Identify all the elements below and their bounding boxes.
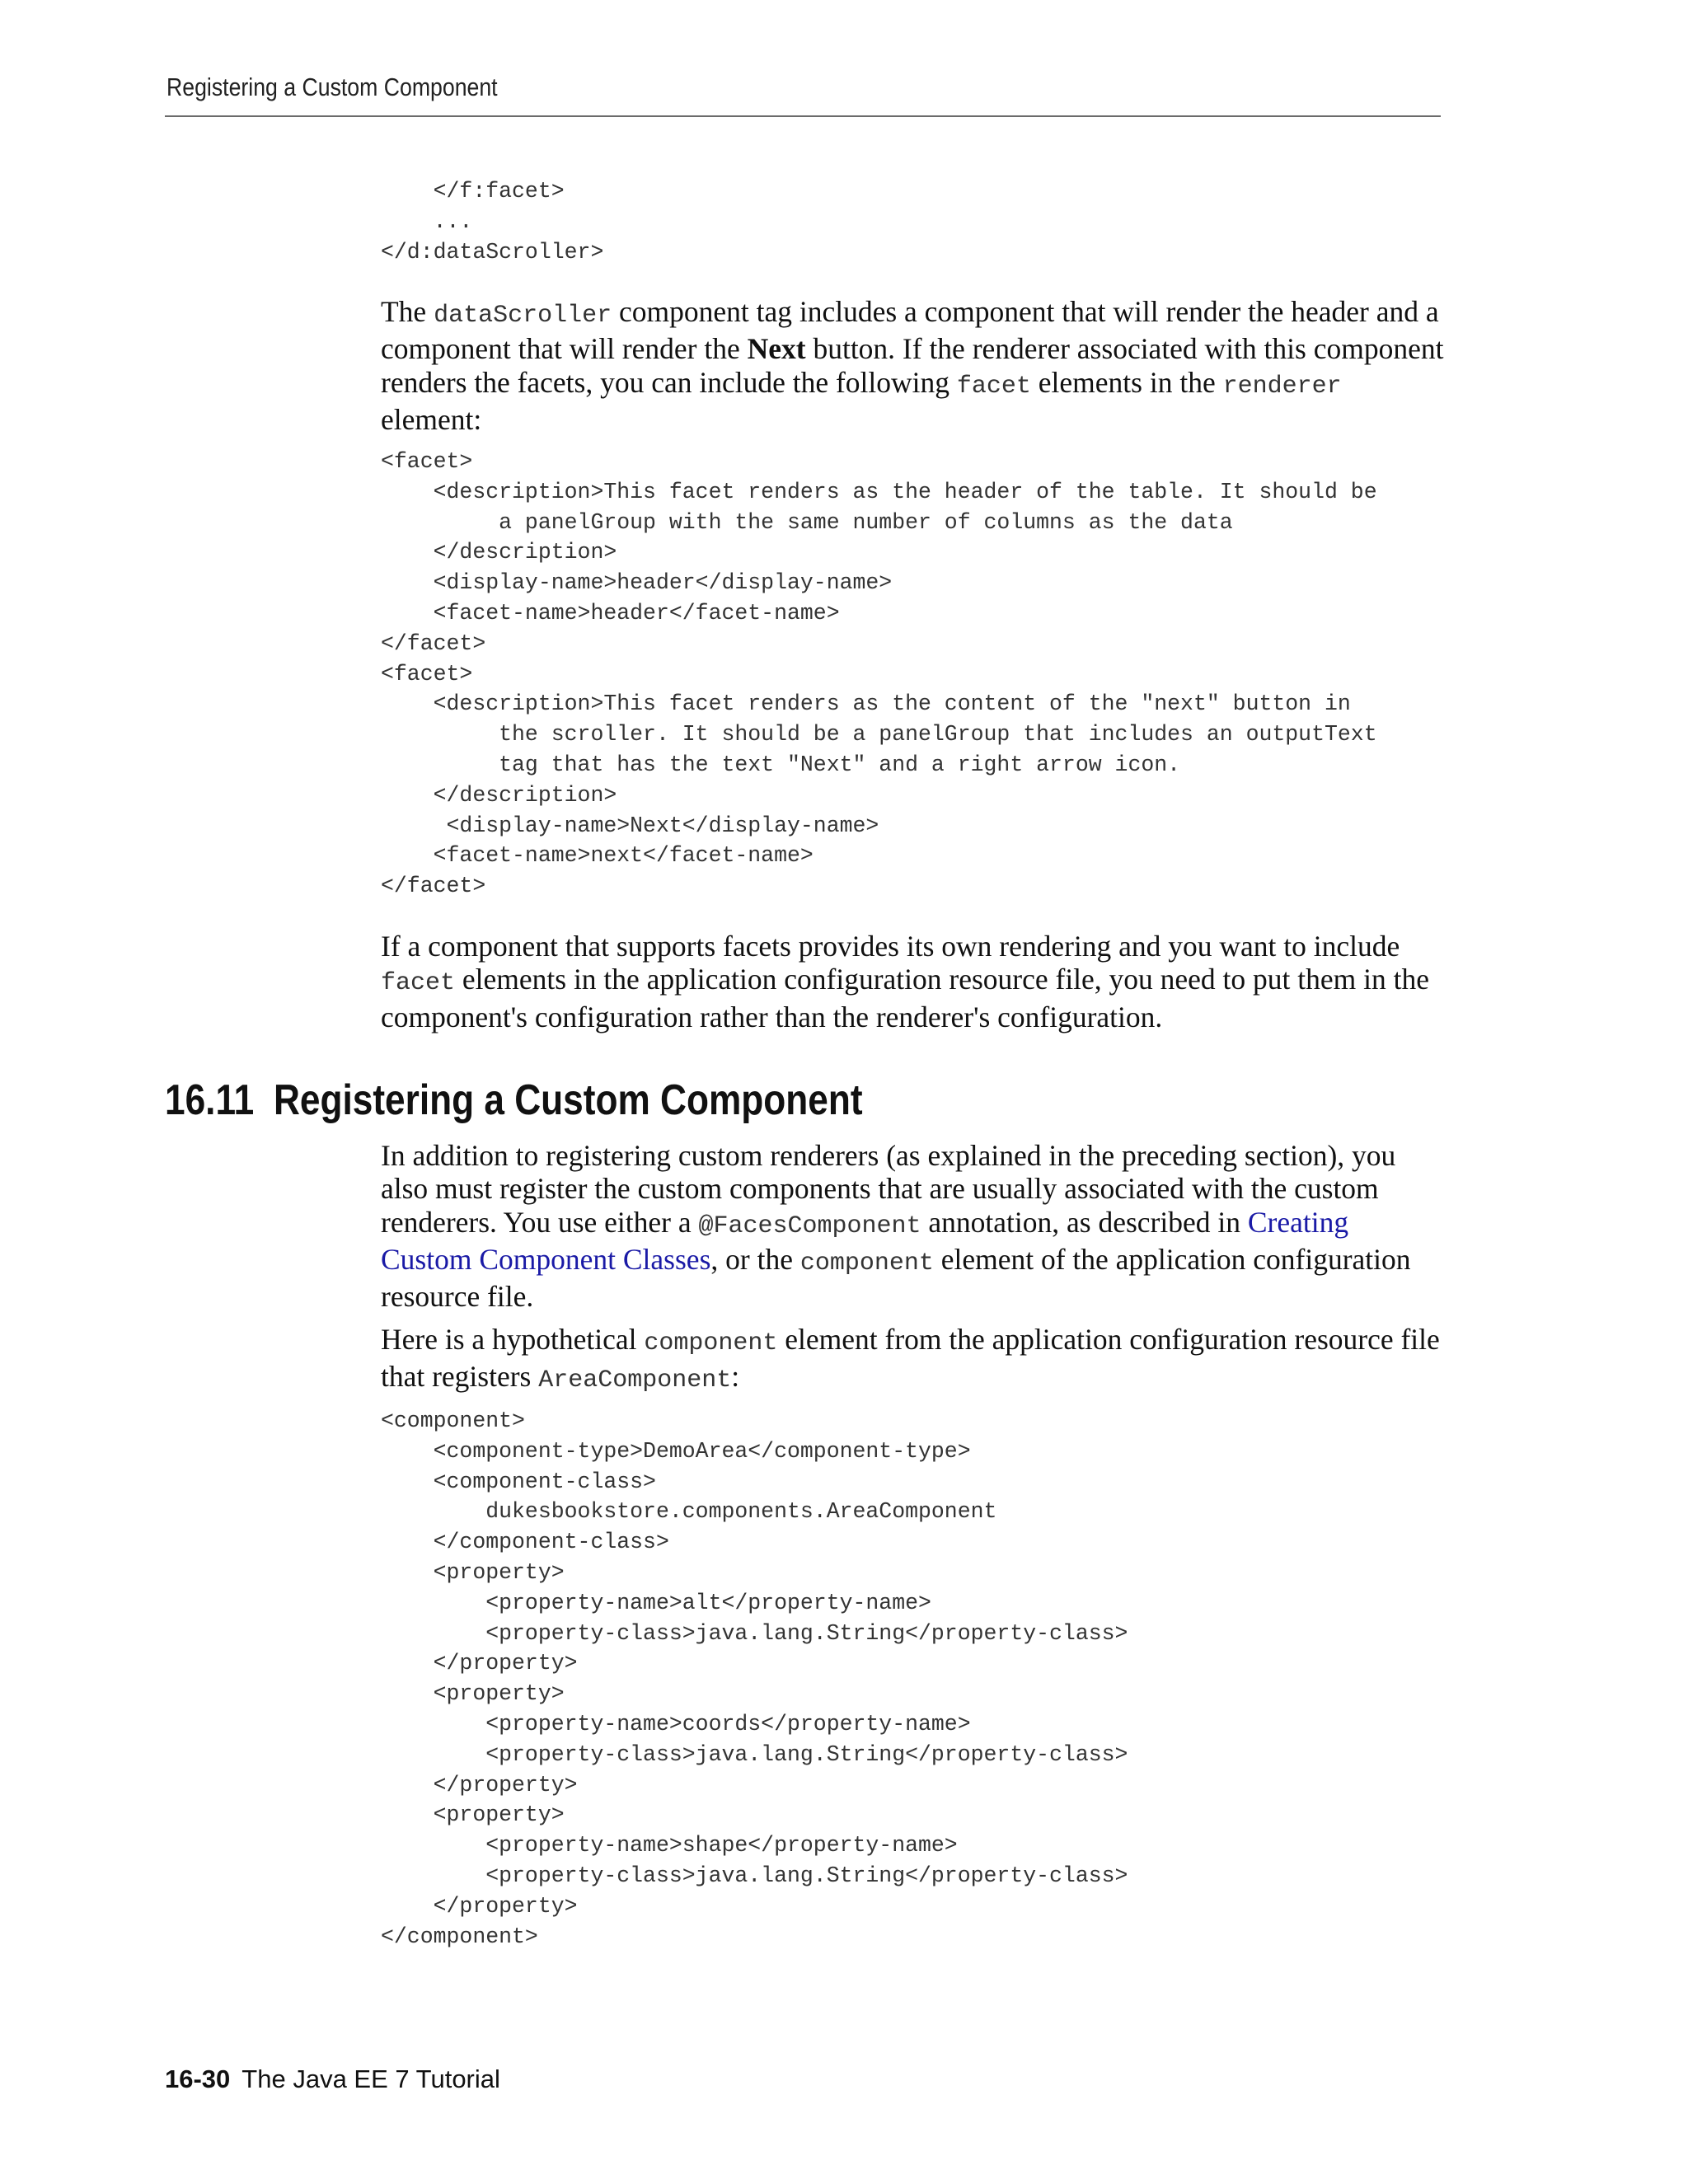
- paragraph-text: [381, 1139, 1444, 1313]
- page-footer: [165, 2064, 500, 2094]
- paragraph-datascroller: [381, 295, 1444, 436]
- inline-code: dataScroller: [434, 302, 612, 330]
- text-run: elements in the application configuration resource file, you need to put them in the component's configuration rather than the renderer's configuration.: [381, 963, 1430, 1033]
- text-run: elements in the: [1030, 365, 1223, 399]
- paragraph-registering: [381, 1139, 1444, 1313]
- bold-text: Next: [747, 332, 806, 366]
- text-run: The: [381, 295, 434, 328]
- book-title: The Java EE 7 Tutorial: [241, 2064, 500, 2093]
- section-title: Registering a Custom Component: [273, 1076, 863, 1124]
- inline-code: component: [799, 1249, 934, 1277]
- text-run: If a component that supports facets provides its own rendering and you want to include: [381, 930, 1400, 963]
- text-run: , or the: [710, 1242, 800, 1276]
- code-block-datascroller-end: [381, 176, 1444, 267]
- inline-code: facet: [956, 372, 1031, 401]
- paragraph-facet-rendering: [381, 930, 1444, 1033]
- text-run: component tag includes a component that will render the header and a component that will render the: [381, 295, 1439, 366]
- paragraph-text: [381, 295, 1444, 436]
- section-number: 16.11: [165, 1076, 255, 1124]
- code-block-facets: [381, 447, 1444, 902]
- header-rule: [165, 115, 1441, 117]
- text-run: In addition to registering custom renderers (as explained in the preceding section), you also must register the custom components that are usually associated with the custom renderers. You use either a: [381, 1139, 1396, 1239]
- paragraph-text: [381, 930, 1444, 1033]
- paragraph-text: [381, 1323, 1444, 1398]
- text-run: element:: [381, 402, 482, 436]
- inline-code: AreaComponent: [538, 1366, 732, 1395]
- text-run: annotation, as described in: [921, 1205, 1248, 1239]
- inline-code: @FacesComponent: [698, 1212, 921, 1240]
- code-text: </f:facet> ... </d:dataScroller>: [381, 179, 604, 265]
- section-heading: [165, 1076, 863, 1125]
- text-run: :: [731, 1360, 740, 1394]
- paragraph-hypothetical: [381, 1323, 1444, 1398]
- creating-custom-component-classes-link[interactable]: Creating Custom Component Classes: [381, 1205, 1349, 1276]
- text-run: element from the application configuration resource file that registers: [381, 1323, 1440, 1394]
- code-text: <component> <component-type>DemoArea</component-type> <component-class> dukesbookstore.components.AreaComponent </component-class> <property> <property-name>alt</property-name> <property-class>java.lang.String</property-class> </property> <property> <property-name>coords</property-name> <property-class>java.lang.String</property-class> </property> <property> <property-name>shape</property-name> <property-class>java.lang.String</property-class> </property> </component>: [381, 1408, 1128, 1949]
- text-run: button. If the renderer associated with this component renders the facets, you can include the following: [381, 332, 1444, 399]
- text-run: Here is a hypothetical: [381, 1323, 645, 1356]
- inline-code: component: [644, 1329, 778, 1357]
- running-header: Registering a Custom Component: [166, 73, 498, 101]
- page-number: 16-30: [165, 2064, 231, 2093]
- code-text: <facet> <description>This facet renders as the header of the table. It should be a panelGroup with the same number of columns as the data </description> <display-name>header</display-name> <facet-name>header</facet-name> </facet> <facet> <description>This facet renders as the content of the "next" button in the scroller. It should be a panelGroup that includes an outputText tag that has the text "Next" and a right arrow icon. </description> <display-name>Next</display-name> <facet-name>next</facet-name> </facet>: [381, 449, 1377, 899]
- inline-code: facet: [381, 969, 456, 998]
- code-block-component: [381, 1406, 1444, 1952]
- inline-code: renderer: [1222, 372, 1342, 401]
- text-run: element of the application configuration resource file.: [381, 1242, 1411, 1314]
